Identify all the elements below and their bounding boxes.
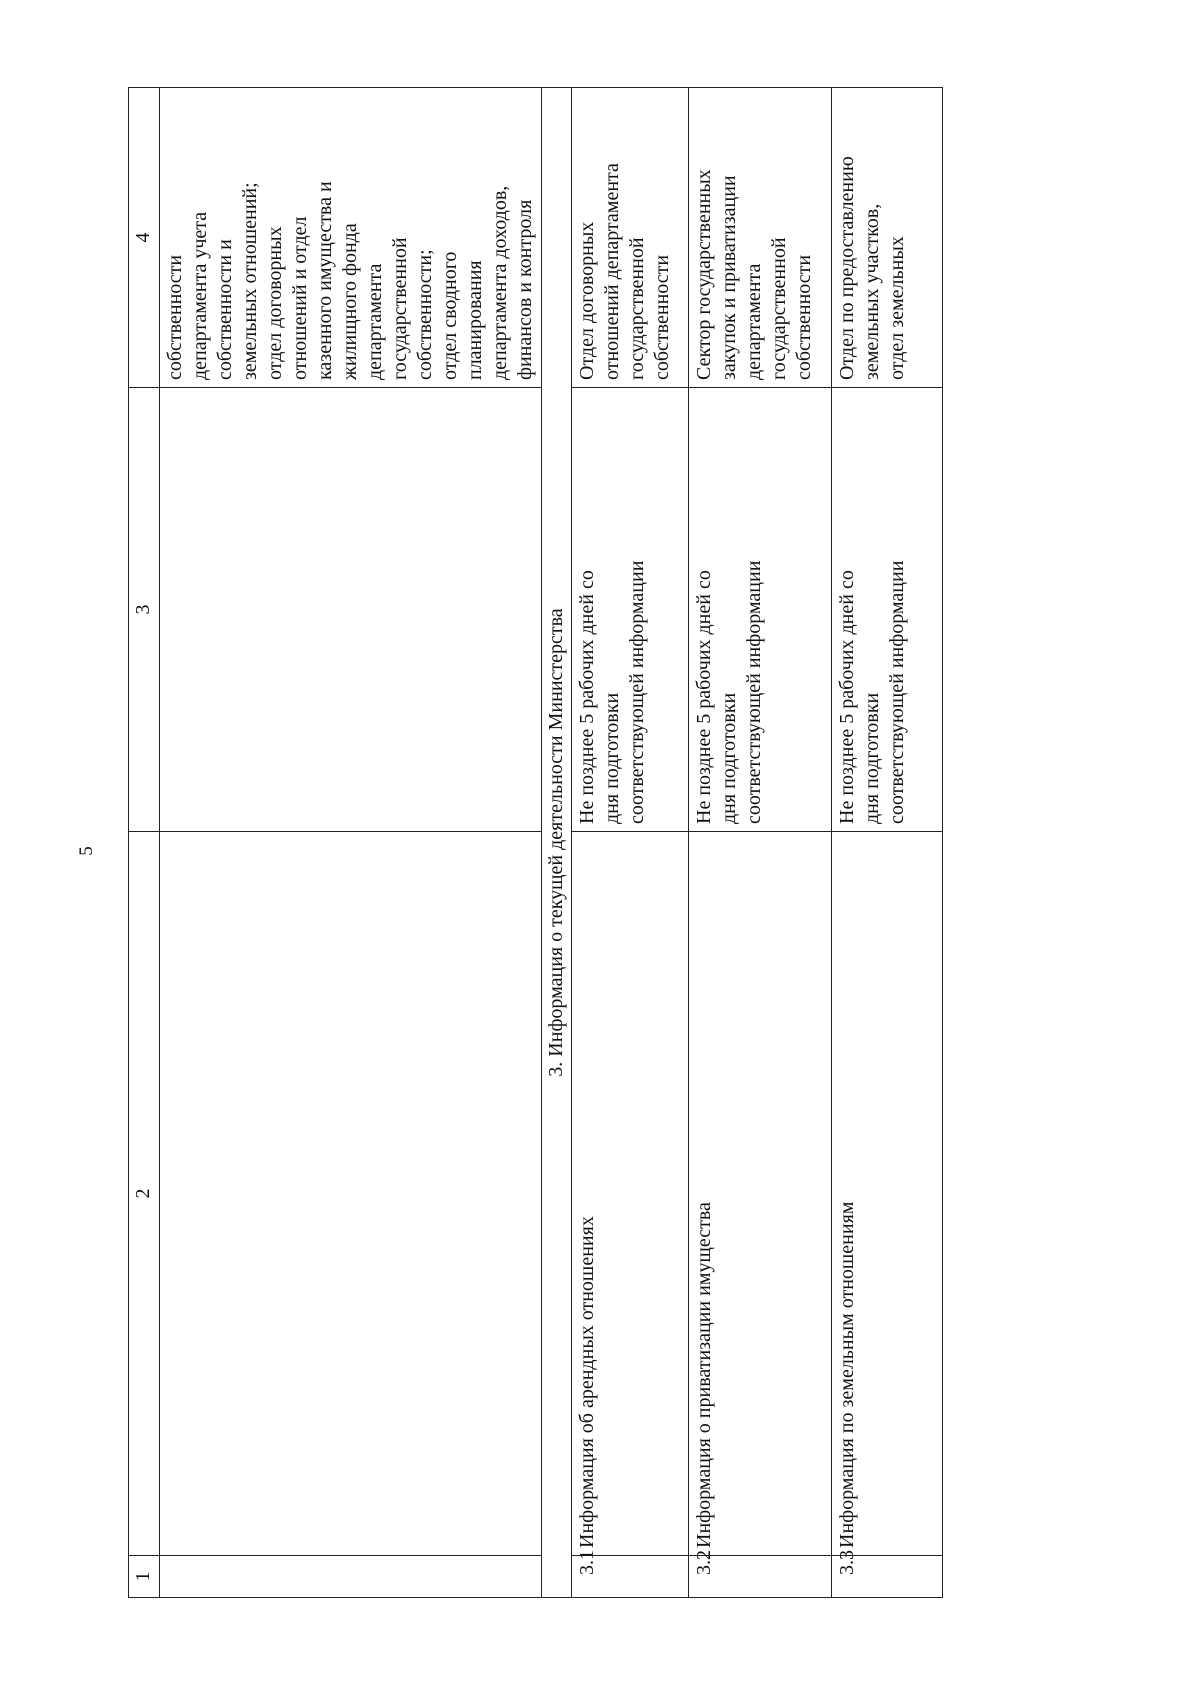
page-number: 5 xyxy=(75,846,97,856)
row-deadline xyxy=(572,388,689,832)
cell-empty xyxy=(160,388,542,832)
table-row-continued xyxy=(160,88,542,1598)
text-line: отдел договорных xyxy=(264,226,286,380)
text-line: закупок и приватизации xyxy=(718,175,740,380)
text-line: Не позднее 5 рабочих дней со xyxy=(576,570,598,824)
cell-empty xyxy=(160,1556,542,1598)
header-col-2: 2 xyxy=(129,832,160,1556)
text-line: отдел земельных xyxy=(886,236,908,380)
text-line: собственности xyxy=(793,254,815,380)
text-line: государственной xyxy=(626,237,648,380)
text-line: департамента учета xyxy=(189,211,211,380)
text-line: собственности; xyxy=(414,249,436,380)
text-line: Отдел договорных xyxy=(576,221,598,380)
text-line: Не позднее 5 рабочих дней со xyxy=(836,570,858,824)
table-row xyxy=(689,88,832,1598)
text-line: собственности и xyxy=(214,239,236,380)
table-header-row xyxy=(129,88,160,1598)
text-line: департамента xyxy=(364,263,386,380)
row-number: 3.2 xyxy=(689,1556,832,1598)
text-line: дня подготовки xyxy=(601,692,623,824)
section-row xyxy=(542,88,572,1598)
cell-empty xyxy=(160,832,542,1556)
text-line: жилищного фонда xyxy=(339,223,361,380)
text-line: соответствующей информации xyxy=(626,560,648,824)
text-line: отдел сводного xyxy=(439,251,461,380)
table-row xyxy=(832,88,943,1598)
row-responsible xyxy=(689,88,832,388)
section-title: 3. Информация о текущей деятельности Министерства xyxy=(542,88,572,1598)
text-line: соответствующей информации xyxy=(886,560,908,824)
cell-responsible-continued xyxy=(160,88,542,388)
text-line: департамента доходов, xyxy=(489,185,511,380)
text-line: Не позднее 5 рабочих дней со xyxy=(693,570,715,824)
row-info-name: Информация о приватизации имущества xyxy=(689,832,832,1556)
row-info-name: Информация по земельным отношениям xyxy=(832,832,943,1556)
text-line: дня подготовки xyxy=(861,692,883,824)
rotated-table-container xyxy=(128,88,1028,1598)
header-col-3: 3 xyxy=(129,388,160,832)
text-line: отношений департамента xyxy=(601,163,623,380)
text-line: соответствующей информации xyxy=(743,560,765,824)
text-line: собственности xyxy=(164,254,186,380)
text-line: собственности xyxy=(651,254,673,380)
row-number: 3.1 xyxy=(572,1556,689,1598)
document-table xyxy=(128,87,943,1598)
text-line: государственной xyxy=(768,237,790,380)
text-line: Отдел по предоставлению xyxy=(836,156,858,380)
row-info-name: Информация об арендных отношениях xyxy=(572,832,689,1556)
row-number: 3.3 xyxy=(832,1556,943,1598)
header-col-4: 4 xyxy=(129,88,160,388)
row-responsible xyxy=(832,88,943,388)
row-deadline xyxy=(689,388,832,832)
text-line: финансов и контроля xyxy=(514,199,536,380)
text-line: департамента xyxy=(743,263,765,380)
row-deadline xyxy=(832,388,943,832)
header-col-1: 1 xyxy=(129,1556,160,1598)
row-responsible xyxy=(572,88,689,388)
text-line: земельных отношений; xyxy=(239,182,261,380)
text-line: планирования xyxy=(464,260,486,380)
table-row xyxy=(572,88,689,1598)
text-line: земельных участков, xyxy=(861,203,883,380)
text-line: отношений и отдел xyxy=(289,216,311,380)
text-line: казенного имущества и xyxy=(314,181,336,380)
text-line: государственной xyxy=(389,237,411,380)
text-line: дня подготовки xyxy=(718,692,740,824)
text-line: Сектор государственных xyxy=(693,169,715,380)
